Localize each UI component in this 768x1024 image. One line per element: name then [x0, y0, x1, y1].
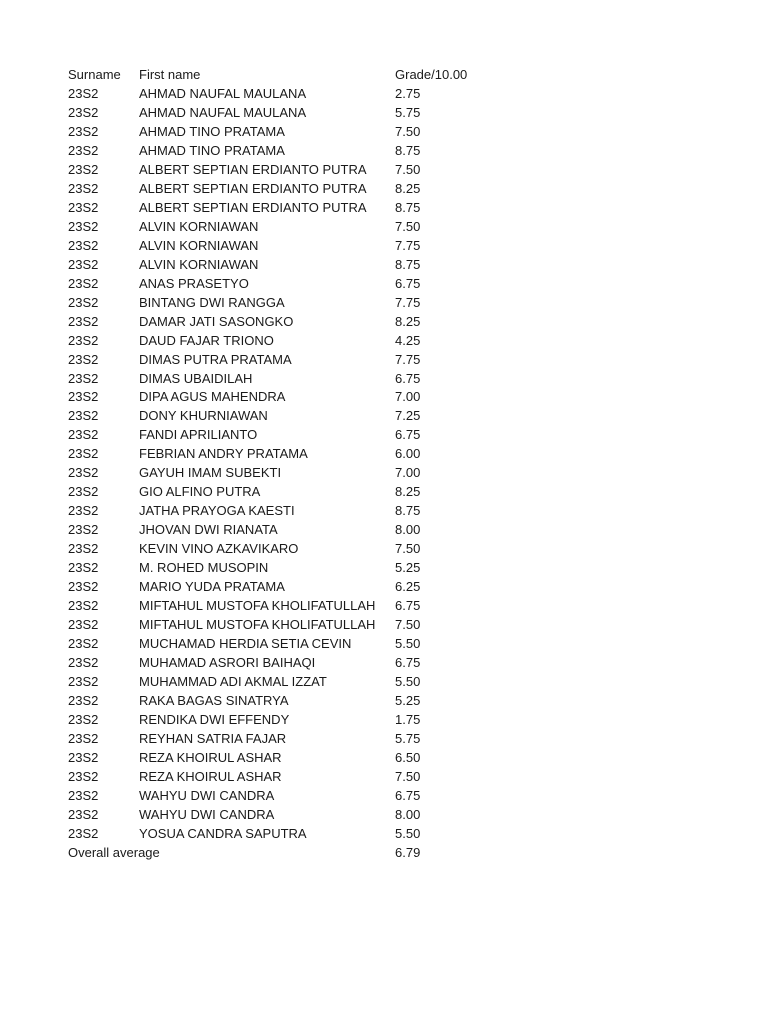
- table-row: [68, 654, 485, 673]
- cell-first-name: WAHYU DWI CANDRA: [139, 806, 275, 822]
- cell-first-name: AHMAD NAUFAL MAULANA: [139, 85, 307, 101]
- table-row: [68, 559, 485, 578]
- table-row: [68, 597, 485, 616]
- table-row: [68, 616, 485, 635]
- cell-surname: 23S2: [68, 768, 99, 784]
- cell-grade: 5.50: [395, 825, 421, 841]
- cell-surname: 23S2: [68, 617, 99, 633]
- cell-surname: 23S2: [68, 256, 99, 272]
- table-row: [68, 540, 485, 559]
- cell-first-name: ALBERT SEPTIAN ERDIANTO PUTRA: [139, 161, 367, 177]
- cell-grade: 6.25: [395, 579, 421, 595]
- header-row: [68, 66, 485, 85]
- table-row: [68, 445, 485, 464]
- header-surname: Surname: [68, 67, 121, 82]
- grades-table: [68, 66, 485, 863]
- cell-first-name: DAUD FAJAR TRIONO: [139, 332, 274, 348]
- table-row: [68, 237, 485, 256]
- cell-surname: 23S2: [68, 275, 99, 291]
- cell-surname: 23S2: [68, 655, 99, 671]
- cell-surname: 23S2: [68, 730, 99, 746]
- cell-surname: 23S2: [68, 408, 99, 424]
- cell-surname: 23S2: [68, 484, 99, 500]
- table-row: [68, 313, 485, 332]
- cell-first-name: MARIO YUDA PRATAMA: [139, 579, 285, 595]
- cell-first-name: MIFTAHUL MUSTOFA KHOLIFATULLAH: [139, 598, 376, 614]
- table-row: [68, 161, 485, 180]
- cell-surname: 23S2: [68, 85, 99, 101]
- cell-grade: 8.75: [395, 142, 421, 158]
- cell-first-name: GIO ALFINO PUTRA: [139, 484, 261, 500]
- cell-surname: 23S2: [68, 503, 99, 519]
- cell-grade: 8.25: [395, 313, 421, 329]
- cell-grade: 7.50: [395, 617, 421, 633]
- table-row: [68, 370, 485, 389]
- table-row: [68, 388, 485, 407]
- table-row: [68, 578, 485, 597]
- cell-grade: 5.25: [395, 560, 421, 576]
- table-row: [68, 787, 485, 806]
- table-row: [68, 426, 485, 445]
- cell-surname: 23S2: [68, 579, 99, 595]
- cell-first-name: MUHAMAD ASRORI BAIHAQI: [139, 655, 316, 671]
- cell-first-name: FEBRIAN ANDRY PRATAMA: [139, 446, 308, 462]
- cell-grade: 5.50: [395, 674, 421, 689]
- cell-grade: 8.75: [395, 199, 421, 215]
- cell-first-name: YOSUA CANDRA SAPUTRA: [139, 825, 307, 841]
- cell-grade: 6.75: [395, 370, 421, 386]
- cell-surname: 23S2: [68, 389, 99, 405]
- cell-first-name: AHMAD TINO PRATAMA: [139, 123, 285, 139]
- cell-surname: 23S2: [68, 692, 99, 708]
- cell-surname: 23S2: [68, 332, 99, 348]
- cell-grade: 6.75: [395, 275, 421, 291]
- table-row: [68, 464, 485, 483]
- cell-grade: 8.00: [395, 522, 421, 538]
- cell-grade: 6.75: [395, 655, 421, 671]
- cell-first-name: DIMAS UBAIDILAH: [139, 370, 253, 386]
- cell-grade: 6.75: [395, 427, 421, 443]
- cell-first-name: BINTANG DWI RANGGA: [139, 294, 285, 310]
- table-row: [68, 502, 485, 521]
- cell-grade: 7.00: [395, 465, 421, 481]
- table-row: [68, 749, 485, 768]
- cell-surname: 23S2: [68, 313, 99, 329]
- cell-grade: 7.50: [395, 541, 421, 557]
- cell-surname: 23S2: [68, 560, 99, 576]
- cell-surname: 23S2: [68, 806, 99, 822]
- cell-grade: 7.25: [395, 408, 421, 424]
- cell-surname: 23S2: [68, 218, 99, 234]
- cell-first-name: AHMAD NAUFAL MAULANA: [139, 104, 307, 120]
- table-row: [68, 142, 485, 161]
- cell-first-name: MUCHAMAD HERDIA SETIA CEVIN: [139, 636, 352, 652]
- cell-surname: 23S2: [68, 427, 99, 443]
- table-body: [68, 85, 485, 844]
- cell-surname: 23S2: [68, 142, 99, 158]
- cell-first-name: FANDI APRILIANTO: [139, 427, 258, 443]
- cell-surname: 23S2: [68, 541, 99, 557]
- table-row: [68, 711, 485, 730]
- cell-grade: 7.50: [395, 161, 421, 177]
- cell-surname: 23S2: [68, 161, 99, 177]
- cell-first-name: RENDIKA DWI EFFENDY: [139, 711, 290, 727]
- cell-surname: 23S2: [68, 749, 99, 765]
- cell-first-name: KEVIN VINO AZKAVIKARO: [139, 541, 299, 557]
- cell-grade: 2.75: [395, 85, 421, 101]
- cell-first-name: MUHAMMAD ADI AKMAL IZZAT: [139, 674, 327, 689]
- table-row: [68, 294, 485, 313]
- cell-grade: 6.00: [395, 446, 421, 462]
- cell-first-name: AHMAD TINO PRATAMA: [139, 142, 285, 158]
- table-row: [68, 521, 485, 540]
- cell-grade: 8.75: [395, 503, 421, 519]
- table-row: [68, 635, 485, 654]
- cell-surname: 23S2: [68, 123, 99, 139]
- cell-surname: 23S2: [68, 199, 99, 215]
- cell-grade: 7.75: [395, 294, 421, 310]
- cell-first-name: ALVIN KORNIAWAN: [139, 218, 259, 234]
- table-row: [68, 730, 485, 749]
- table-row: [68, 768, 485, 787]
- cell-surname: 23S2: [68, 370, 99, 386]
- cell-surname: 23S2: [68, 598, 99, 614]
- table-row: [68, 180, 485, 199]
- cell-surname: 23S2: [68, 104, 99, 120]
- cell-grade: 5.75: [395, 104, 421, 120]
- cell-grade: 6.75: [395, 787, 421, 803]
- cell-surname: 23S2: [68, 180, 99, 196]
- table-row: [68, 218, 485, 237]
- table-row: [68, 256, 485, 275]
- cell-grade: 7.50: [395, 218, 421, 234]
- cell-first-name: MIFTAHUL MUSTOFA KHOLIFATULLAH: [139, 617, 376, 633]
- table-row: [68, 104, 485, 123]
- cell-grade: 4.25: [395, 332, 421, 348]
- cell-first-name: DONY KHURNIAWAN: [139, 408, 268, 424]
- cell-first-name: RAKA BAGAS SINATRYA: [139, 692, 289, 708]
- cell-surname: 23S2: [68, 351, 99, 367]
- cell-first-name: DIPA AGUS MAHENDRA: [139, 389, 286, 405]
- cell-first-name: ANAS PRASETYO: [139, 275, 249, 291]
- cell-first-name: ALVIN KORNIAWAN: [139, 256, 259, 272]
- cell-first-name: ALBERT SEPTIAN ERDIANTO PUTRA: [139, 199, 367, 215]
- cell-grade: 7.50: [395, 768, 421, 784]
- cell-first-name: ALVIN KORNIAWAN: [139, 237, 259, 253]
- table-row: [68, 483, 485, 502]
- header-first-name: First name: [139, 67, 201, 82]
- cell-first-name: JATHA PRAYOGA KAESTI: [139, 503, 295, 519]
- cell-first-name: REYHAN SATRIA FAJAR: [139, 730, 287, 746]
- cell-first-name: JHOVAN DWI RIANATA: [139, 522, 278, 538]
- cell-first-name: GAYUH IMAM SUBEKTI: [139, 465, 282, 481]
- cell-grade: 8.25: [395, 484, 421, 500]
- cell-grade: 7.75: [395, 237, 421, 253]
- table-row: [68, 123, 485, 142]
- header-grade: Grade/10.00: [395, 67, 468, 82]
- cell-surname: 23S2: [68, 636, 99, 652]
- table-row: [68, 332, 485, 351]
- cell-grade: 6.50: [395, 749, 421, 765]
- cell-surname: 23S2: [68, 787, 99, 803]
- cell-first-name: REZA KHOIRUL ASHAR: [139, 749, 282, 765]
- cell-grade: 8.75: [395, 256, 421, 272]
- cell-surname: 23S2: [68, 294, 99, 310]
- table-row: [68, 692, 485, 711]
- footer-row: [68, 844, 485, 863]
- cell-grade: 6.75: [395, 598, 421, 614]
- table-row: [68, 275, 485, 294]
- cell-surname: 23S2: [68, 465, 99, 481]
- table-row: [68, 673, 485, 692]
- table-row: [68, 85, 485, 104]
- cell-surname: 23S2: [68, 825, 99, 841]
- table-row: [68, 199, 485, 218]
- cell-grade: 7.75: [395, 351, 421, 367]
- cell-surname: 23S2: [68, 711, 99, 727]
- cell-grade: 7.50: [395, 123, 421, 139]
- overall-average-label: Overall average: [68, 844, 160, 860]
- cell-grade: 5.25: [395, 692, 421, 708]
- cell-first-name: DIMAS PUTRA PRATAMA: [139, 351, 292, 367]
- cell-first-name: ALBERT SEPTIAN ERDIANTO PUTRA: [139, 180, 367, 196]
- cell-surname: 23S2: [68, 237, 99, 253]
- cell-surname: 23S2: [68, 522, 99, 538]
- table-row: [68, 825, 485, 844]
- cell-grade: 8.00: [395, 806, 421, 822]
- table-row: [68, 407, 485, 426]
- overall-average-value: 6.79: [395, 844, 421, 860]
- cell-grade: 7.00: [395, 389, 421, 405]
- cell-first-name: REZA KHOIRUL ASHAR: [139, 768, 282, 784]
- table-row: [68, 351, 485, 370]
- cell-first-name: M. ROHED MUSOPIN: [139, 560, 269, 576]
- cell-grade: 8.25: [395, 180, 421, 196]
- cell-grade: 5.50: [395, 636, 421, 652]
- cell-surname: 23S2: [68, 674, 99, 689]
- cell-first-name: WAHYU DWI CANDRA: [139, 787, 275, 803]
- cell-grade: 1.75: [395, 711, 421, 727]
- cell-grade: 5.75: [395, 730, 421, 746]
- cell-surname: 23S2: [68, 446, 99, 462]
- table-row: [68, 806, 485, 825]
- cell-first-name: DAMAR JATI SASONGKO: [139, 313, 294, 329]
